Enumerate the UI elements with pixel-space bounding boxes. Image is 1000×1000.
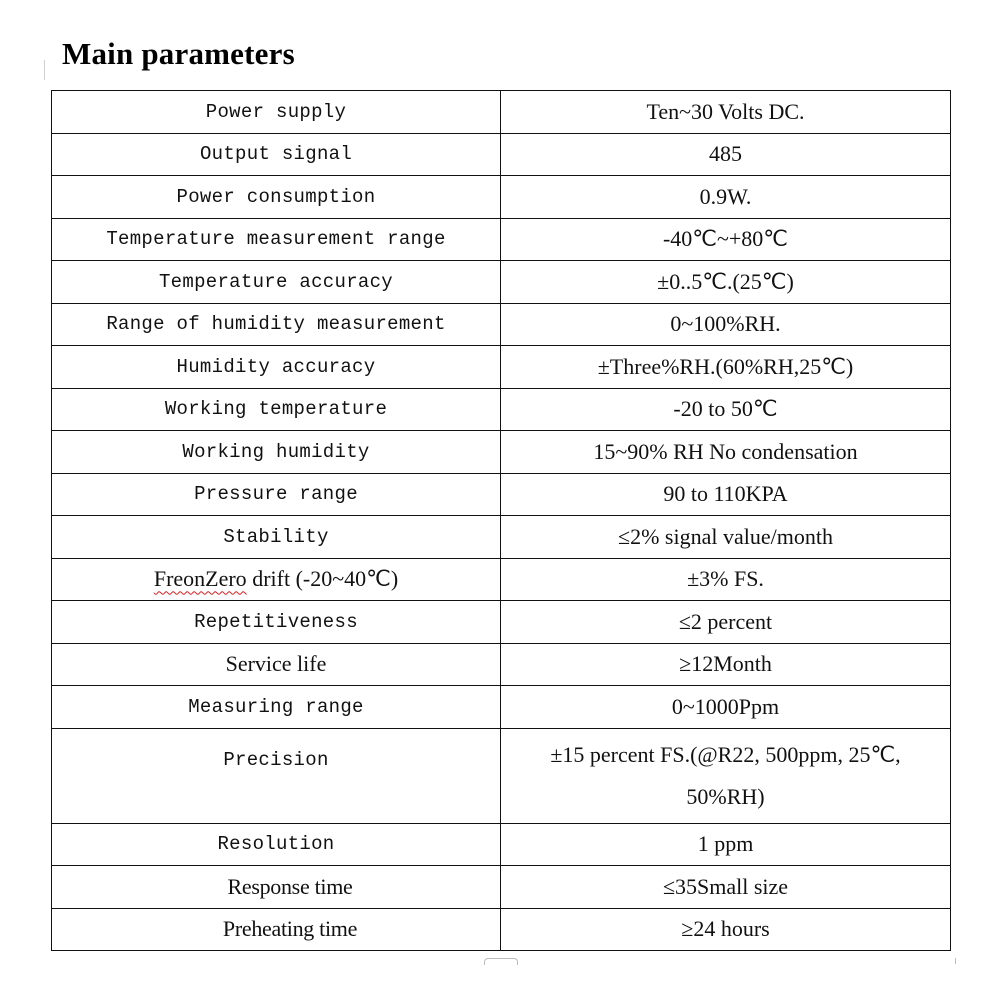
resize-handle[interactable] xyxy=(484,958,518,965)
param-label: Temperature measurement range xyxy=(52,218,501,261)
table-row xyxy=(52,91,951,134)
param-value: 1 ppm xyxy=(501,823,951,866)
param-label: Preheating time xyxy=(52,908,501,951)
table-row xyxy=(52,388,951,431)
table-row xyxy=(52,473,951,516)
param-value: ≤2 percent xyxy=(501,601,951,644)
param-value: Ten~30 Volts DC. xyxy=(501,91,951,134)
param-label: Output signal xyxy=(52,133,501,176)
param-value: ±Three%RH.(60%RH,25℃) xyxy=(501,346,951,389)
param-value-line2: 50%RH) xyxy=(686,783,765,809)
param-label xyxy=(52,558,501,601)
param-label: Temperature accuracy xyxy=(52,261,501,304)
table-row xyxy=(52,601,951,644)
param-value: 90 to 110KPA xyxy=(501,473,951,516)
param-value: 0~1000Ppm xyxy=(501,686,951,729)
param-value: ≥12Month xyxy=(501,643,951,686)
param-label: Repetitiveness xyxy=(52,601,501,644)
table-row xyxy=(52,176,951,219)
param-value-line1: ±15 percent FS.(@R22, 500ppm, 25℃, xyxy=(550,741,901,767)
table-row xyxy=(52,431,951,474)
param-value: ≥24 hours xyxy=(501,908,951,951)
param-label: Working humidity xyxy=(52,431,501,474)
table-row xyxy=(52,133,951,176)
param-value: -20 to 50℃ xyxy=(501,388,951,431)
param-label: Power supply xyxy=(52,91,501,134)
table-row xyxy=(52,728,951,823)
param-label: Resolution xyxy=(52,823,501,866)
param-label: Stability xyxy=(52,516,501,559)
param-label: Service life xyxy=(52,643,501,686)
table-row xyxy=(52,516,951,559)
param-label: Range of humidity measurement xyxy=(52,303,501,346)
param-label: Response time xyxy=(52,866,501,909)
table-row xyxy=(52,303,951,346)
table-row xyxy=(52,908,951,951)
param-value: ≤2% signal value/month xyxy=(501,516,951,559)
param-label: Precision xyxy=(52,728,501,823)
table-row xyxy=(52,346,951,389)
param-value: 0~100%RH. xyxy=(501,303,951,346)
table-row xyxy=(52,823,951,866)
param-label: Measuring range xyxy=(52,686,501,729)
table-row xyxy=(52,686,951,729)
param-value: 485 xyxy=(501,133,951,176)
parameters-table xyxy=(51,90,951,951)
table-row xyxy=(52,558,951,601)
param-value: 0.9W. xyxy=(501,176,951,219)
param-value: ±3% FS. xyxy=(501,558,951,601)
param-value: ±0..5℃.(25℃) xyxy=(501,261,951,304)
table-row xyxy=(52,218,951,261)
param-label: Humidity accuracy xyxy=(52,346,501,389)
param-label: Power consumption xyxy=(52,176,501,219)
param-label: Working temperature xyxy=(52,388,501,431)
page-title: Main parameters xyxy=(62,36,295,71)
margin-marker xyxy=(955,958,956,964)
param-label: Pressure range xyxy=(52,473,501,516)
table-row xyxy=(52,261,951,304)
spellcheck-word: FreonZero xyxy=(153,566,247,592)
margin-marker xyxy=(44,60,45,80)
param-value: 15~90% RH No condensation xyxy=(501,431,951,474)
table-row xyxy=(52,866,951,909)
param-value xyxy=(501,728,951,823)
param-label-rest: drift (-20~40℃) xyxy=(246,566,399,592)
param-value: ≤35Small size xyxy=(501,866,951,909)
table-row xyxy=(52,643,951,686)
param-value: -40℃~+80℃ xyxy=(501,218,951,261)
